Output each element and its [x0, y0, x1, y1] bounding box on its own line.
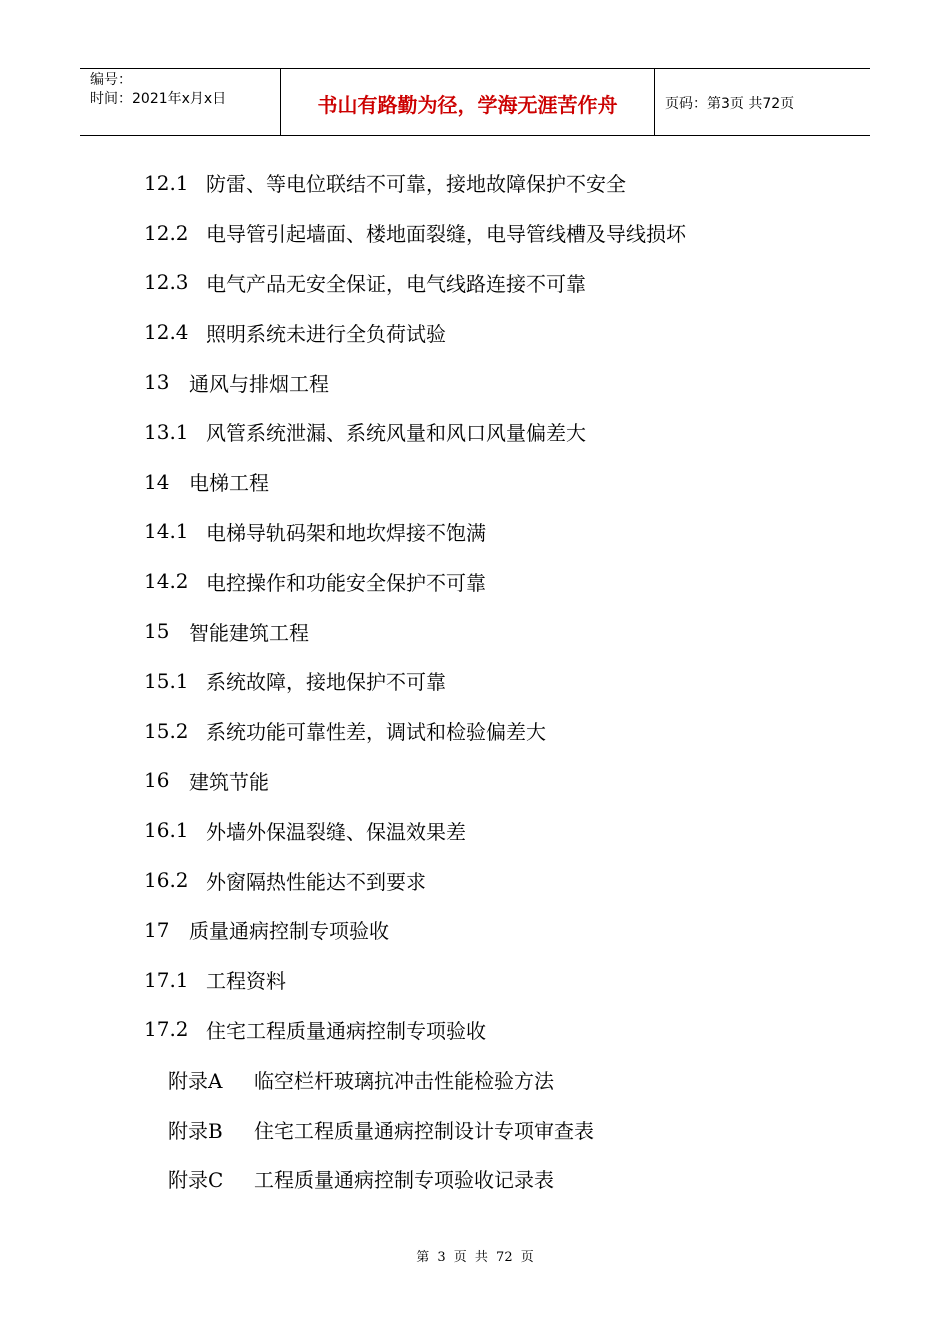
- document-number-label: 编号：: [90, 72, 132, 88]
- toc-entry: [144, 955, 686, 1005]
- toc-entry-title: 工程质量通病控制专项验收记录表: [254, 1168, 554, 1193]
- toc-entry-title: 住宅工程质量通病控制专项验收: [206, 1018, 486, 1043]
- page-header: [80, 68, 870, 136]
- toc-entry-number: 16.2: [144, 868, 189, 893]
- toc-entry-number: 14.1: [144, 519, 189, 544]
- toc-entry-title: 质量通病控制专项验收: [189, 919, 389, 944]
- toc-entry: [144, 258, 686, 308]
- toc-entry-number: 附录B: [168, 1118, 223, 1143]
- toc-entry-number: 17: [144, 917, 170, 942]
- toc-entry: [144, 1104, 686, 1154]
- toc-entry-title: 防雷、等电位联结不可靠，接地故障保护不安全: [206, 172, 626, 197]
- toc-entry: [144, 1054, 686, 1104]
- toc-entry-number: 12.2: [144, 220, 189, 245]
- toc-entry: [144, 307, 686, 357]
- toc-entry: [144, 855, 686, 905]
- toc-entry-title: 住宅工程质量通病控制设计专项审查表: [254, 1118, 594, 1143]
- toc-entry-number: 附录A: [168, 1068, 223, 1093]
- toc-entry: [144, 1154, 686, 1204]
- toc-entry: [144, 656, 686, 706]
- toc-entry: [144, 706, 686, 756]
- toc-entry-number: 12.4: [144, 320, 189, 345]
- toc-entry-number: 17.1: [144, 967, 189, 992]
- toc-entry-title: 电控操作和功能安全保护不可靠: [206, 570, 486, 595]
- table-of-contents: [144, 158, 686, 1204]
- document-date: 时间：2021年x月x日: [90, 91, 227, 107]
- toc-entry-title: 电梯工程: [189, 471, 269, 496]
- toc-entry: [144, 805, 686, 855]
- toc-entry: [144, 407, 686, 457]
- toc-entry-title: 系统功能可靠性差，调试和检验偏差大: [206, 720, 546, 745]
- toc-entry-number: 附录C: [168, 1168, 224, 1193]
- header-motto: 书山有路勤为径，学海无涯苦作舟: [281, 69, 655, 135]
- toc-entry-number: 17.2: [144, 1017, 189, 1042]
- toc-entry: [144, 158, 686, 208]
- toc-entry-title: 建筑节能: [189, 769, 269, 794]
- toc-entry-title: 电气产品无安全保证，电气线路连接不可靠: [206, 271, 586, 296]
- toc-entry-number: 13.1: [144, 419, 189, 444]
- toc-entry: [144, 208, 686, 258]
- toc-entry-number: 12.3: [144, 270, 189, 295]
- toc-entry: [144, 457, 686, 507]
- toc-entry-number: 13: [144, 370, 170, 395]
- toc-entry-number: 16: [144, 768, 170, 793]
- page-footer: 第 3 页 共 72 页: [416, 1250, 534, 1265]
- toc-entry-number: 15: [144, 619, 170, 644]
- toc-entry: [144, 905, 686, 955]
- toc-entry-title: 临空栏杆玻璃抗冲击性能检验方法: [254, 1068, 554, 1093]
- toc-entry-title: 工程资料: [206, 969, 286, 994]
- toc-entry: [144, 1005, 686, 1055]
- toc-entry-title: 外墙外保温裂缝、保温效果差: [206, 819, 466, 844]
- toc-entry-title: 电导管引起墙面、楼地面裂缝，电导管线槽及导线损坏: [206, 222, 686, 247]
- toc-entry-title: 系统故障，接地保护不可靠: [206, 670, 446, 695]
- toc-entry-number: 12.1: [144, 170, 189, 195]
- toc-entry: [144, 606, 686, 656]
- toc-entry-number: 15.1: [144, 668, 189, 693]
- toc-entry-number: 14.2: [144, 569, 189, 594]
- header-meta: [80, 69, 281, 135]
- toc-entry-title: 通风与排烟工程: [189, 371, 329, 396]
- toc-entry-title: 外窗隔热性能达不到要求: [206, 869, 426, 894]
- toc-entry-title: 照明系统未进行全负荷试验: [206, 321, 446, 346]
- toc-entry-number: 14: [144, 469, 170, 494]
- toc-entry-title: 智能建筑工程: [189, 620, 309, 645]
- toc-entry-title: 风管系统泄漏、系统风量和风口风量偏差大: [206, 421, 586, 446]
- toc-entry: [144, 507, 686, 557]
- toc-entry: [144, 756, 686, 806]
- toc-entry-title: 电梯导轨码架和地坎焊接不饱满: [206, 520, 486, 545]
- toc-entry-number: 16.1: [144, 818, 189, 843]
- header-page-info: 页码：第3页 共72页: [665, 96, 795, 112]
- toc-entry-number: 15.2: [144, 718, 189, 743]
- toc-entry: [144, 556, 686, 606]
- toc-entry: [144, 357, 686, 407]
